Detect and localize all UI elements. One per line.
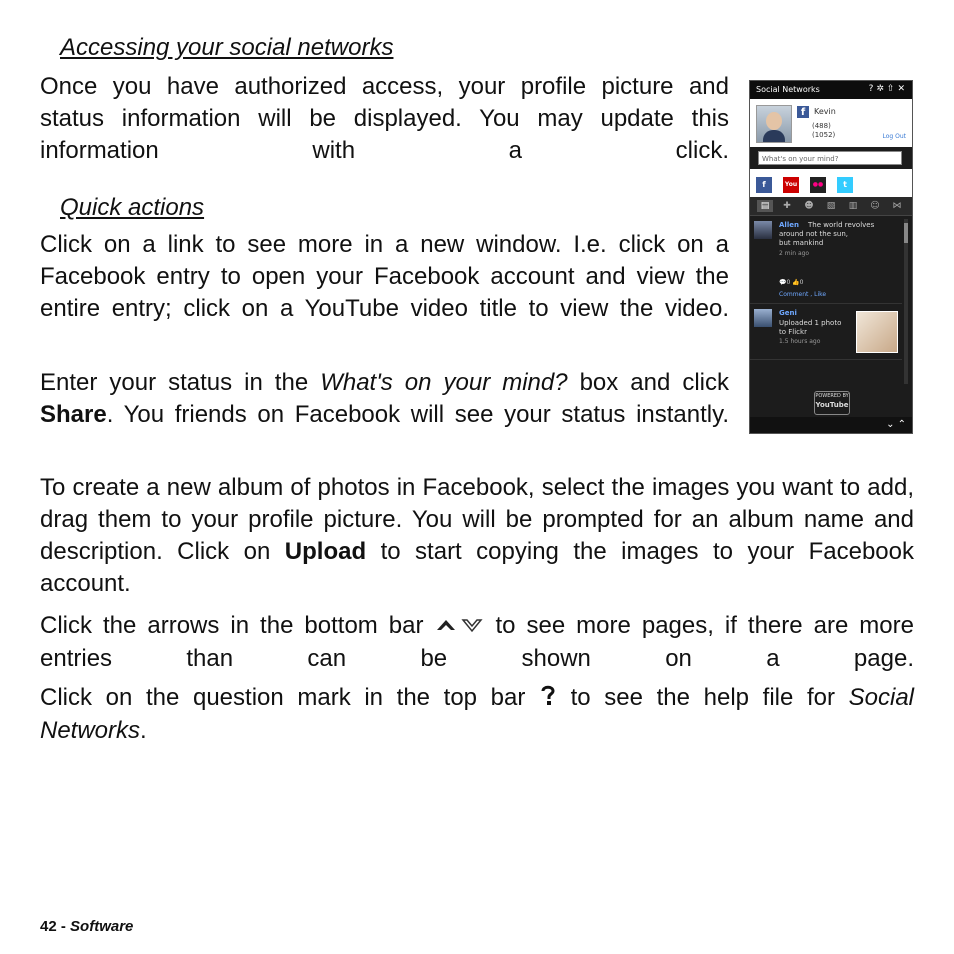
paragraph-create-album: To create a new album of photos in Facebook, select the images you want to add, drag them to your profile picture. You will be prompted for an album name and description. Click on Upload to start copying the images to your Facebook account.: [40, 474, 914, 597]
post-text-line: around not the sun,: [779, 230, 848, 238]
page-footer: 42 - Software: [40, 918, 134, 935]
settings-icon[interactable]: ✲: [876, 84, 887, 94]
service-icons: [750, 169, 912, 197]
widget-controls: [869, 84, 908, 94]
friend-count: (488): [812, 122, 831, 130]
paragraph-arrows: Click the arrows in the bottom bar to see more pages, if there are more entries than can be shown on a page.: [40, 612, 914, 672]
widget-tabs: [750, 197, 912, 216]
feed-post[interactable]: [750, 305, 902, 360]
powered-by-badge: POWERED BY YouTube: [814, 391, 850, 415]
tab-share-icon[interactable]: ⋈: [892, 201, 902, 211]
post-time: 2 min ago: [779, 250, 810, 257]
profile-picture[interactable]: [756, 105, 792, 143]
flickr-service-icon[interactable]: ●●: [810, 177, 826, 193]
widget-top-bar: [750, 81, 912, 99]
close-icon[interactable]: ✕: [897, 84, 908, 94]
post-counts: 💬0 👍0: [779, 279, 804, 286]
youtube-service-icon[interactable]: You: [783, 177, 799, 193]
photo-count: (1052): [812, 131, 836, 139]
post-text-line: Uploaded 1 photo: [779, 319, 842, 327]
paragraph-question-mark: Click on the question mark in the top bar to see the help file for Social Networks.: [40, 684, 915, 744]
up-down-arrows-icon: [434, 611, 484, 643]
post-photo[interactable]: [856, 311, 898, 353]
facebook-icon: f: [797, 106, 809, 118]
avatar: [754, 221, 772, 239]
paragraph-enter-status: Enter your status in the What's on your mind? box and click Share. You friends on Facebook will see your status instantly.: [40, 369, 730, 428]
tab-videos-icon[interactable]: ▥: [848, 201, 858, 211]
post-time: 1.5 hours ago: [779, 338, 821, 345]
paragraph-click-link: Click on a link to see more in a new window. I.e. click on a Facebook entry to open your Facebook account and view the entire entry; click on a YouTube video title to view the video.: [40, 231, 729, 322]
profile-name: Kevin: [814, 107, 836, 116]
paragraph-authorized-access: Once you have authorized access, your profile picture and status information will be displayed. You may update this information with a click.: [40, 73, 729, 164]
post-text-line: The world revolves: [808, 221, 875, 229]
facebook-service-icon[interactable]: f: [756, 177, 772, 193]
social-networks-widget: [749, 80, 913, 434]
question-mark-icon: [539, 683, 557, 715]
post-text-line: but mankind: [779, 239, 824, 247]
logout-link[interactable]: Log Out: [882, 133, 906, 140]
post-author[interactable]: Geni: [779, 309, 797, 317]
avatar: [754, 309, 772, 327]
help-icon[interactable]: ?: [868, 84, 877, 94]
widget-profile: [750, 99, 912, 147]
tab-feed-icon[interactable]: ▤: [757, 200, 773, 212]
page-arrows-icon[interactable]: ⌄ ⌃: [886, 419, 906, 430]
post-author[interactable]: Allen: [779, 221, 799, 229]
tab-profile-icon[interactable]: ☺: [870, 201, 880, 211]
post-text-line: to Flickr: [779, 328, 807, 336]
tab-friends-icon[interactable]: ☻: [804, 201, 814, 211]
post-actions[interactable]: Comment , Like: [779, 291, 827, 298]
scrollbar[interactable]: [904, 219, 908, 384]
status-input[interactable]: What's on your mind?: [758, 151, 902, 165]
widget-title: Social Networks: [756, 85, 820, 94]
tab-photos-icon[interactable]: ▧: [826, 201, 836, 211]
feed-post[interactable]: [750, 217, 902, 304]
twitter-service-icon[interactable]: t: [837, 177, 853, 193]
pin-icon[interactable]: ⇧: [886, 84, 898, 94]
heading-accessing-social-networks: Accessing your social networks: [60, 34, 394, 61]
tab-add-friend-icon[interactable]: ✚: [783, 201, 791, 211]
widget-bottom-bar: [750, 417, 912, 433]
heading-quick-actions: Quick actions: [60, 194, 205, 221]
